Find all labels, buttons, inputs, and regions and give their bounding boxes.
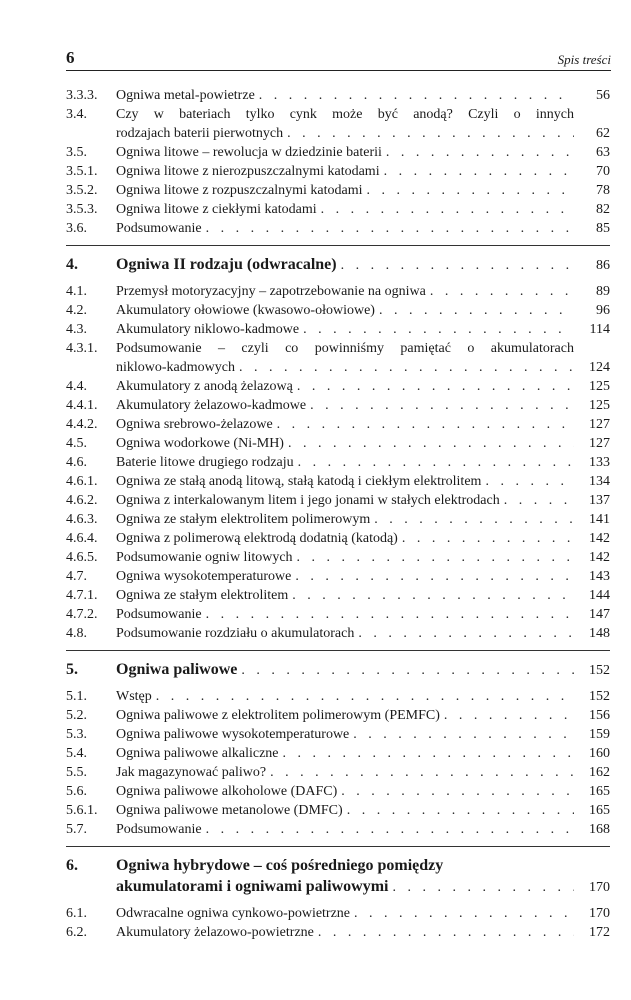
dot-leader: [293, 548, 574, 567]
dot-leader: [314, 923, 574, 942]
toc-entry-number: 4.6.2.: [66, 493, 98, 508]
dot-leader: [294, 453, 574, 472]
dot-leader: [382, 143, 574, 162]
dot-leader: [237, 660, 574, 681]
toc-chapter-number: 4.: [66, 256, 78, 273]
dot-leader: [317, 200, 574, 219]
dot-leader: [500, 491, 574, 510]
toc-entry-title-line: Podsumowanie – czyli co powinniśmy pamiętać o akumulatorach: [116, 341, 574, 356]
toc-entry: [66, 820, 610, 839]
toc-entry-page: 162: [589, 765, 610, 780]
toc-entry: [66, 491, 610, 510]
toc-entry-number: 4.6.1.: [66, 474, 98, 489]
toc-entry: [66, 105, 610, 143]
toc-entry-page: 148: [589, 626, 610, 641]
toc-chapter: [66, 254, 610, 276]
toc-entry-page: 137: [589, 493, 610, 508]
toc-entry-title: Ogniwa paliwowe z elektrolitem polimerowym (PEMFC): [116, 708, 440, 723]
toc-entry: [66, 282, 610, 301]
toc-entry-page: 96: [596, 303, 610, 318]
toc-entry: [66, 586, 610, 605]
toc-entry: [66, 744, 610, 763]
dot-leader: [440, 706, 574, 725]
toc-entry: [66, 143, 610, 162]
toc-entry-page: 156: [589, 708, 610, 723]
toc-entry-page: 63: [596, 145, 610, 160]
toc-entry-page: 124: [589, 360, 610, 375]
toc-entry-number: 5.6.1.: [66, 803, 98, 818]
toc-entry-page: 125: [589, 379, 610, 394]
running-title: Spis treści: [557, 52, 611, 67]
toc-entry-page: 142: [589, 531, 610, 546]
dot-leader: [202, 605, 574, 624]
dot-leader: [354, 624, 574, 643]
toc-entry: [66, 904, 610, 923]
toc-entry-number: 6.2.: [66, 925, 87, 940]
toc-entry-page: 165: [589, 784, 610, 799]
dot-leader: [370, 510, 574, 529]
dot-leader: [426, 282, 574, 301]
toc-entry-page: 127: [589, 436, 610, 451]
toc-entry-title: Ogniwa metal-powietrze: [116, 88, 255, 103]
dot-leader: [202, 219, 574, 238]
toc-chapter: [66, 659, 610, 681]
toc-entry-title: Ogniwa srebrowo-żelazowe: [116, 417, 273, 432]
toc-entry-title: Ogniwa litowe z rozpuszczalnymi katodami: [116, 183, 363, 198]
toc-entry-number: 5.2.: [66, 708, 87, 723]
toc-entry-number: 3.5.1.: [66, 164, 98, 179]
dot-leader: [362, 181, 574, 200]
page-number: 6: [66, 48, 75, 67]
toc-entry-title: Ogniwa z interkalowanym litem i jego jonami w stałych elektrodach: [116, 493, 500, 508]
toc-entry-number: 3.3.3.: [66, 88, 98, 103]
toc-entry-number: 4.6.: [66, 455, 87, 470]
toc-entry-number: 4.3.1.: [66, 341, 98, 356]
dot-leader: [266, 763, 574, 782]
toc-entry-page: 125: [589, 398, 610, 413]
toc-entry-number: 4.7.2.: [66, 607, 98, 622]
toc-entry-title: Ogniwa ze stałym elektrolitem polimerowym: [116, 512, 371, 527]
toc-entry-title: Wstęp: [116, 689, 152, 704]
toc-entry-number: 6.1.: [66, 906, 87, 921]
dot-leader: [380, 162, 574, 181]
toc-entry-title: Ogniwa paliwowe wysokotemperaturowe: [116, 727, 350, 742]
toc-entry-number: 5.7.: [66, 822, 87, 837]
dot-leader: [299, 320, 574, 339]
toc-entry-title: Baterie litowe drugiego rodzaju: [116, 455, 294, 470]
toc-entry: [66, 181, 610, 200]
table-of-contents: [66, 86, 610, 942]
toc-entry-title: Podsumowanie ogniw litowych: [116, 550, 293, 565]
toc-chapter-title: akumulatorami i ogniwami paliwowymi: [116, 878, 389, 895]
toc-entry-number: 5.5.: [66, 765, 87, 780]
toc-entry: [66, 567, 610, 586]
dot-leader: [375, 301, 574, 320]
toc-entry-number: 4.8.: [66, 626, 87, 641]
toc-entry-page: 144: [589, 588, 610, 603]
toc-entry: [66, 320, 610, 339]
toc-entry-number: 5.1.: [66, 689, 87, 704]
toc-entry-number: 4.4.: [66, 379, 87, 394]
toc-chapter-title-line: Ogniwa hybrydowe – coś pośredniego pomiędzy: [116, 857, 444, 874]
toc-entry: [66, 200, 610, 219]
dot-leader: [306, 396, 574, 415]
toc-entry: [66, 725, 610, 744]
toc-entry-page: 160: [589, 746, 610, 761]
toc-entry-page: 143: [589, 569, 610, 584]
toc-entry: [66, 301, 610, 320]
toc-entry-number: 3.6.: [66, 221, 87, 236]
toc-entry-number: 5.6.: [66, 784, 87, 799]
toc-entry-page: 70: [596, 164, 610, 179]
toc-entry-page: 127: [589, 417, 610, 432]
toc-chapter-page: 152: [589, 663, 610, 678]
dot-leader: [398, 529, 574, 548]
toc-entry-title: Ogniwa paliwowe alkaliczne: [116, 746, 279, 761]
toc-chapter: [66, 855, 610, 898]
dot-leader: [283, 124, 574, 143]
toc-entry-title: Ogniwa wodorkowe (Ni-MH): [116, 436, 284, 451]
toc-entry-number: 4.6.3.: [66, 512, 98, 527]
toc-entry: [66, 162, 610, 181]
toc-entry-page: 62: [596, 126, 610, 141]
toc-entry: [66, 434, 610, 453]
toc-entry-page: 142: [589, 550, 610, 565]
toc-entry: [66, 687, 610, 706]
toc-entry-title: Ogniwa paliwowe alkoholowe (DAFC): [116, 784, 338, 799]
toc-entry-number: 4.2.: [66, 303, 87, 318]
dot-leader: [202, 820, 574, 839]
toc-entry: [66, 624, 610, 643]
toc-entry-number: 5.3.: [66, 727, 87, 742]
toc-chapter-title: Ogniwa paliwowe: [116, 661, 238, 678]
toc-entry-page: 147: [589, 607, 610, 622]
toc-entry-title: Podsumowanie rozdziału o akumulatorach: [116, 626, 355, 641]
toc-entry-title-line: Czy w bateriach tylko cynk może być anodą? Czyli o innych: [116, 107, 574, 122]
page-header: [66, 48, 611, 71]
toc-entry-page: 56: [596, 88, 610, 103]
toc-entry: [66, 706, 610, 725]
toc-entry-title: Podsumowanie: [116, 221, 202, 236]
toc-entry-page: 133: [589, 455, 610, 470]
dot-leader: [388, 877, 574, 898]
toc-entry-title: Akumulatory żelazowo-kadmowe: [116, 398, 307, 413]
toc-entry-number: 4.4.2.: [66, 417, 98, 432]
toc-entry-page: 172: [589, 925, 610, 940]
toc-entry-title: Ogniwa litowe z nierozpuszczalnymi katodami: [116, 164, 380, 179]
dot-leader: [291, 567, 574, 586]
toc-entry-title: Akumulatory żelazowo-powietrzne: [116, 925, 314, 940]
toc-entry-number: 3.5.3.: [66, 202, 98, 217]
toc-entry-number: 4.3.: [66, 322, 87, 337]
toc-entry: [66, 453, 610, 472]
toc-entry-page: 82: [596, 202, 610, 217]
toc-entry: [66, 801, 610, 820]
toc-chapter-title: Ogniwa II rodzaju (odwracalne): [116, 256, 337, 273]
toc-entry: [66, 339, 610, 377]
toc-entry: [66, 782, 610, 801]
dot-leader: [349, 725, 574, 744]
toc-entry: [66, 763, 610, 782]
toc-entry-number: 3.5.: [66, 145, 87, 160]
toc-entry: [66, 529, 610, 548]
toc-entry-number: 5.4.: [66, 746, 87, 761]
toc-entry-page: 165: [589, 803, 610, 818]
toc-entry-title: rodzajach baterii pierwotnych: [116, 126, 284, 141]
toc-entry-title: Akumulatory ołowiowe (kwasowo-ołowiowe): [116, 303, 375, 318]
toc-entry: [66, 415, 610, 434]
dot-leader: [337, 255, 574, 276]
toc-chapter-number: 6.: [66, 857, 78, 874]
toc-entry-number: 4.6.5.: [66, 550, 98, 565]
toc-entry-page: 114: [589, 322, 610, 337]
toc-entry-page: 134: [589, 474, 610, 489]
dot-leader: [288, 586, 574, 605]
toc-entry-number: 4.4.1.: [66, 398, 98, 413]
toc-entry-number: 4.7.1.: [66, 588, 98, 603]
toc-entry-title: Ogniwa wysokotemperaturowe: [116, 569, 292, 584]
toc-entry-title: Akumulatory z anodą żelazową: [116, 379, 293, 394]
toc-entry-number: 3.4.: [66, 107, 87, 122]
toc-entry-page: 89: [596, 284, 610, 299]
toc-entry: [66, 377, 610, 396]
toc-entry-title: Ogniwa z polimerową elektrodą dodatnią (katodą): [116, 531, 398, 546]
toc-entry-page: 168: [589, 822, 610, 837]
dot-leader: [343, 801, 574, 820]
dot-leader: [273, 415, 574, 434]
toc-entry-title: Ogniwa litowe z ciekłymi katodami: [116, 202, 317, 217]
dot-leader: [337, 782, 574, 801]
toc-entry: [66, 219, 610, 238]
toc-entry-title: Podsumowanie: [116, 607, 202, 622]
toc-entry-title: Akumulatory niklowo-kadmowe: [116, 322, 300, 337]
chapter-divider: [66, 650, 610, 651]
dot-leader: [235, 358, 574, 377]
toc-chapter-number: 5.: [66, 661, 78, 678]
toc-entry-page: 85: [596, 221, 610, 236]
toc-entry: [66, 396, 610, 415]
toc-entry-page: 170: [589, 906, 610, 921]
toc-entry-title: Ogniwa ze stałym elektrolitem: [116, 588, 289, 603]
dot-leader: [481, 472, 574, 491]
toc-entry-title: Przemysł motoryzacyjny – zapotrzebowanie na ogniwa: [116, 284, 426, 299]
toc-entry-title: Ogniwa ze stałą anodą litową, stałą katodą i ciekłym elektrolitem: [116, 474, 482, 489]
toc-entry: [66, 923, 610, 942]
toc-entry: [66, 548, 610, 567]
toc-entry-title: Ogniwa litowe – rewolucja w dziedzinie baterii: [116, 145, 382, 160]
dot-leader: [279, 744, 575, 763]
dot-leader: [284, 434, 574, 453]
toc-entry-page: 78: [596, 183, 610, 198]
toc-entry: [66, 510, 610, 529]
toc-entry-number: 4.5.: [66, 436, 87, 451]
toc-entry: [66, 86, 610, 105]
toc-entry-page: 159: [589, 727, 610, 742]
dot-leader: [293, 377, 574, 396]
toc-entry-title: Ogniwa paliwowe metanolowe (DMFC): [116, 803, 343, 818]
toc-chapter-page: 170: [589, 880, 610, 895]
toc-entry-number: 4.1.: [66, 284, 87, 299]
toc-entry: [66, 605, 610, 624]
toc-entry-page: 152: [589, 689, 610, 704]
toc-entry-number: 4.6.4.: [66, 531, 98, 546]
dot-leader: [350, 904, 574, 923]
toc-chapter-page: 86: [596, 258, 610, 273]
chapter-divider: [66, 245, 610, 246]
toc-entry-title: Jak magazynować paliwo?: [116, 765, 267, 780]
toc-entry-title: niklowo-kadmowych: [116, 360, 235, 375]
toc-entry-title: Odwracalne ogniwa cynkowo-powietrzne: [116, 906, 351, 921]
toc-entry-title: Podsumowanie: [116, 822, 202, 837]
toc-entry-number: 3.5.2.: [66, 183, 98, 198]
dot-leader: [152, 687, 574, 706]
dot-leader: [255, 86, 574, 105]
toc-entry-page: 141: [589, 512, 610, 527]
chapter-divider: [66, 846, 610, 847]
toc-entry-number: 4.7.: [66, 569, 87, 584]
toc-entry: [66, 472, 610, 491]
